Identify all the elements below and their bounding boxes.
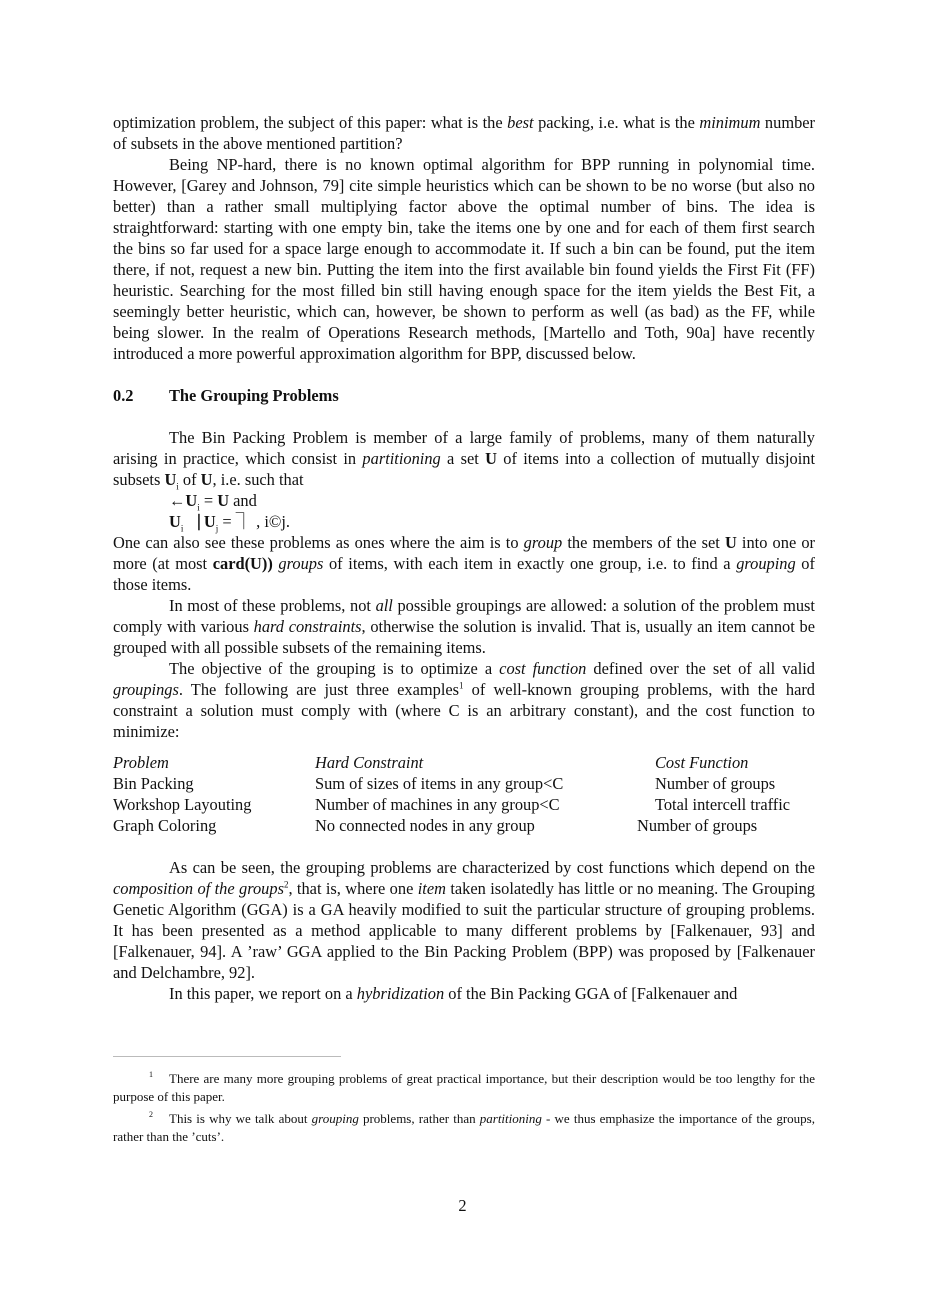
text: packing, i.e. what is the [533,113,700,132]
table-cell: Bin Packing [113,774,194,793]
table-cell: Number of groups [655,774,776,793]
text: The objective of the grouping is to optimize a [169,659,500,678]
paragraph-intro [113,112,815,154]
text: taken isolatedly has little or no meaning. The Grouping Genetic Algorithm (GGA) is a GA heavily modified to suit the particular structure of grouping problems. It has been presented as a method applicable to many different problems by [Falkenauer, 93] and [Falkenauer, 94]. A ’raw’ GGA applied to the Bin Packing Problem (BPP) was proposed by [Falkenauer and Delchambre, 92]. [113,879,815,982]
set-symbol: U [724,533,737,552]
footnote-ref[interactable]: 1 [459,680,464,691]
text: number of subsets in the above mentioned partition? [113,113,815,153]
subscript: i [180,523,184,534]
table-cell: Sum of sizes of items in any group<C [315,774,564,793]
text: , otherwise the solution is invalid. That is, usually an item cannot be grouped with all possible subsets of the remaining items. [113,617,815,657]
paragraph-cost-function [113,658,815,742]
footnote-mark: 1 [149,1070,153,1079]
text: into one or more (at most [113,533,815,573]
emphasis-groupings: groupings [113,680,179,699]
empty-set-symbol: ⏋ [235,512,253,531]
text: a set [440,449,486,468]
subscript: i [176,481,179,492]
formula-intersection [113,511,815,532]
paragraph-gga [113,857,815,983]
text: = [218,512,236,531]
union-symbol: ← [169,491,186,510]
footnote-text: problems, rather than [358,1111,480,1126]
emphasis-groups: groups [278,554,324,573]
footnote-ref[interactable]: 2 [283,879,289,890]
text: One can also see these problems as ones where the aim is to [113,533,524,552]
table-cell: Graph Coloring [113,816,217,835]
text: . The following are just three examples [178,680,460,699]
section-number: 0.2 [113,386,134,405]
intersection-symbol: ⎹ [183,512,200,531]
paragraph-heuristics: Being NP-hard, there is no known optimal algorithm for BPP running in polynomial time. However, [Garey and Johnson, 79] cite simple heuristics which can be shown to be no worse (but also no better) than a rather small multiplying factor above the optimal number of bins. The idea is straightforward: starting with one empty bin, take the items one by one and for each of them first search the bins so far used for a space large enough to accommodate it. If such a bin can be found, put the item there, if not, request a new bin. Putting the item into the first available bin found yields the First Fit (FF) heuristic. Searching for the most filled bin still having enough space for the item yields the Best Fit, a seemingly better heuristic, which can, however, be shown to perform as well (as bad) as the FF, while being slower. In the realm of Operations Research methods, [Martello and Toth, 90a] have recently introduced a more powerful approximation algorithm for BPP, discussed below. [113,155,815,363]
text: , that is, where one [288,879,418,898]
text: of items into a collection of mutually disjoint subsets [113,449,815,489]
header-problem: Problem [113,753,169,772]
column-header [315,752,655,773]
footnote-text: - we thus emphasize the importance of the groups, rather than the ’cuts’. [113,1111,815,1144]
table-cell: Workshop Layouting [113,795,252,814]
table-cell: Number of machines in any group<C [315,795,560,814]
paragraph-hybridization [113,983,815,1004]
set-symbol: U [185,491,198,510]
footnotes [113,1066,815,1146]
emphasis-cost-function: cost function [499,659,587,678]
text: the members of the set [562,533,725,552]
formula-union [113,490,815,511]
text: As can be seen, the grouping problems are characterized by cost functions which depend on the [169,858,815,877]
table-row [113,815,815,836]
footnote-divider [113,1056,341,1057]
emphasis-minimum: minimum [699,113,761,132]
set-symbol: U [203,512,216,531]
header-cost-function: Cost Function [655,753,749,772]
text: optimization problem, the subject of this paper: what is the [113,113,508,132]
section-title: The Grouping Problems [169,386,339,405]
footnote-text: There are many more grouping problems of great practical importance, but their description would be too lengthy for the purpose of this paper. [113,1071,815,1104]
text: defined over the set of all valid [586,659,815,678]
table-cell-text: Number of groups [637,816,758,835]
text: and [229,491,257,510]
table-row [113,773,815,794]
emphasis-composition: composition of the groups [113,879,284,898]
column-header [113,752,315,773]
emphasis-grouping: grouping [736,554,796,573]
header-hard-constraint: Hard Constraint [315,753,424,772]
paragraph-group-definition [113,532,815,595]
text: possible groupings are allowed: a solution of the problem must comply with various [113,596,815,636]
page-number: 2 [458,1196,467,1215]
set-symbol: U [217,491,230,510]
emphasis-partitioning: partitioning [479,1111,542,1126]
emphasis-best: best [507,113,534,132]
text: In this paper, we report on a [169,984,357,1003]
text: The Bin Packing Problem is member of a large family of problems, many of them naturally arising in practice, which consist in [113,428,815,468]
set-symbol: U [485,449,497,468]
table-cell [637,815,815,836]
page-body [113,112,815,1004]
column-header [655,752,815,773]
set-symbol: U [164,470,177,489]
text: of the Bin Packing GGA of [Falkenauer and [444,984,738,1003]
emphasis-all: all [375,596,393,615]
footnote-mark: 2 [149,1110,153,1119]
text: of those items. [113,554,815,594]
footnote-2 [113,1106,815,1146]
text: = [199,491,218,510]
text: In most of these problems, not [169,596,376,615]
emphasis-partitioning: partitioning [362,449,441,468]
footnote-1 [113,1066,815,1106]
emphasis-hybridization: hybridization [356,984,445,1003]
card-expression: card(U)) [212,554,273,573]
text: of well-known grouping problems, with the hard constraint a solution must comply with (where C is an arbitrary constant), and the cost function to minimize: [113,680,816,741]
set-symbol: U [200,470,213,489]
section-heading [113,385,815,406]
emphasis-hard-constraints: hard constraints [253,617,362,636]
table-cell: Total intercell traffic [655,795,791,814]
emphasis-group: group [523,533,563,552]
footnote-text: This is why we talk about [169,1111,312,1126]
table-cell: No connected nodes in any group [315,816,535,835]
paragraph-grouping-family [113,427,815,490]
emphasis-item: item [417,879,446,898]
table-row [113,794,815,815]
text: , i.e. such that [212,470,304,489]
subscript: i [197,502,200,513]
text: of [178,470,201,489]
spacer [113,836,815,857]
paragraph-hard-constraints [113,595,815,658]
emphasis-grouping: grouping [311,1111,359,1126]
text: of items, with each item in exactly one group, i.e. to find a [323,554,737,573]
grouping-problems-table [113,752,815,836]
table-header-row [113,752,815,773]
text: , i©j. [252,512,291,531]
set-symbol: U [169,512,181,531]
subscript: j [215,523,219,534]
